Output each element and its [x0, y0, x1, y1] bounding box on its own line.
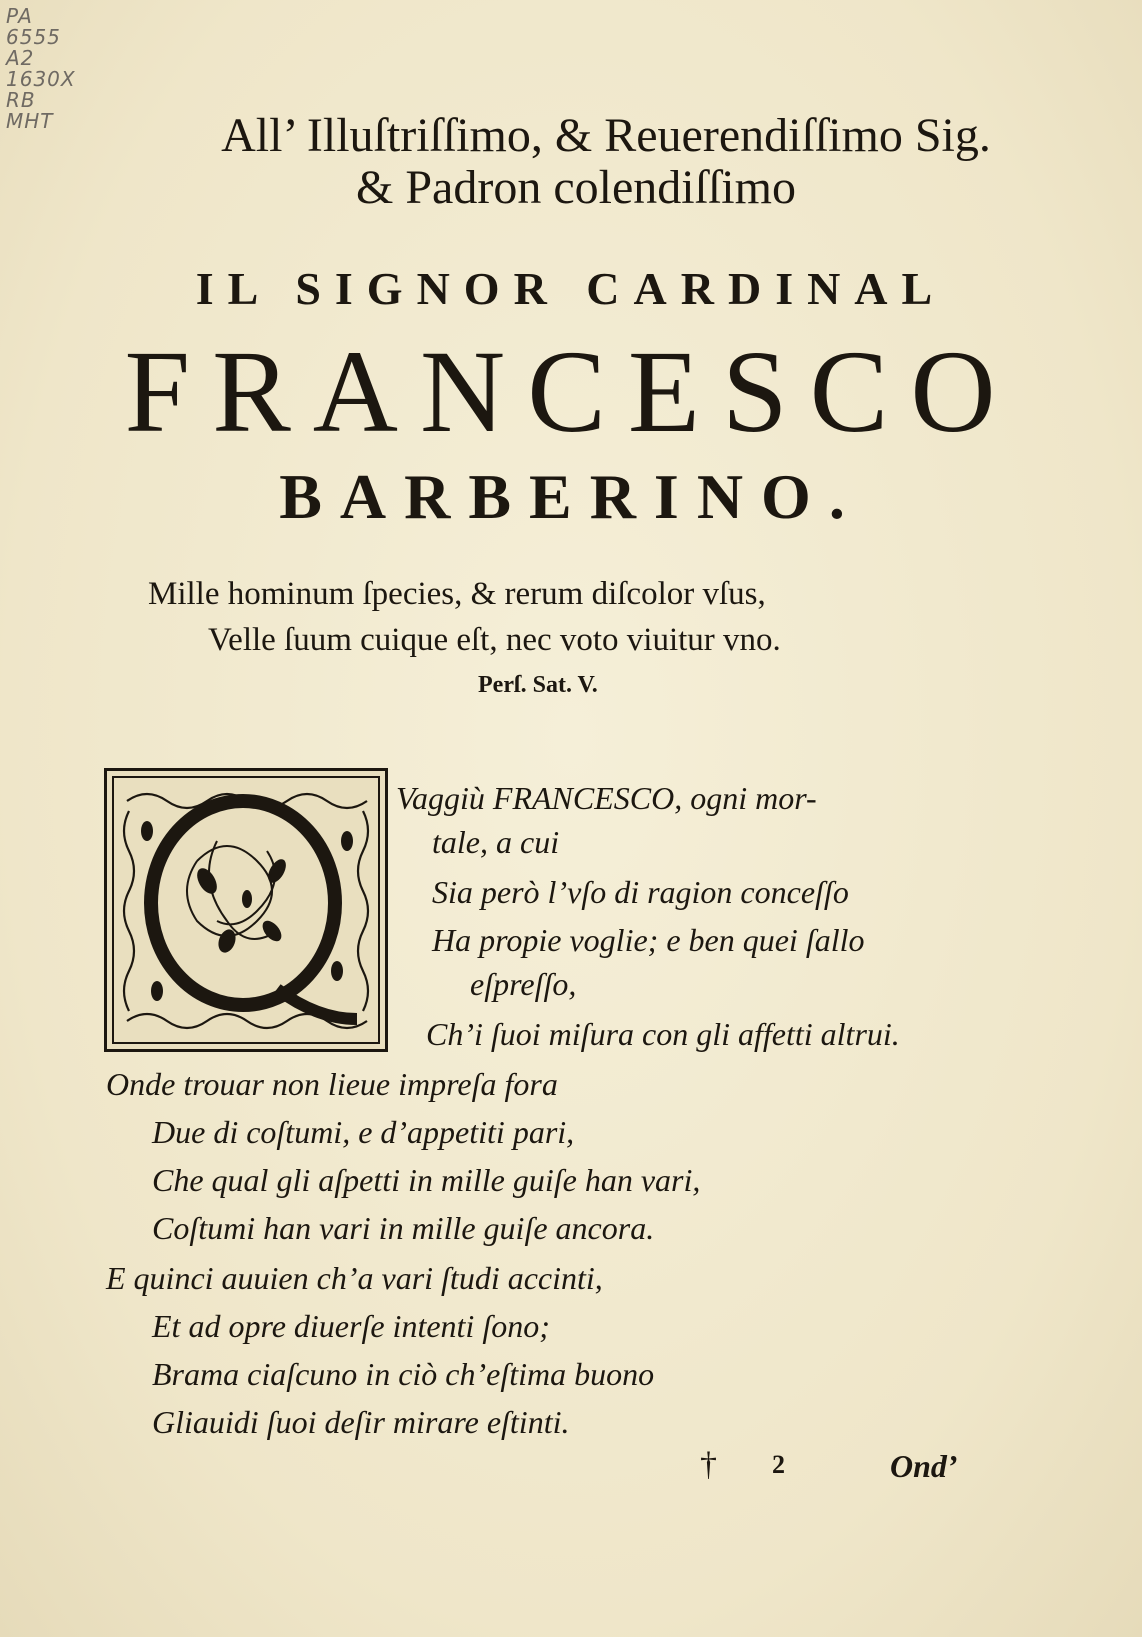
shelfmark-line: PA [6, 4, 33, 28]
shelfmark-line: A2 [6, 46, 35, 70]
title-prefix: IL SIGNOR CARDINAL [195, 263, 947, 314]
poem-line-4: Ha propie voglie; e ben quei ſallo [432, 922, 865, 958]
shelfmark-line: 1630X [6, 67, 76, 91]
poem-line-7: Onde trouar non lieue impreſa fora [106, 1066, 558, 1102]
poem-line-1: Vaggiù FRANCESCO, ogni mor- [396, 780, 817, 816]
poem-line-10: Coſtumi han vari in mille guiſe ancora. [152, 1210, 655, 1246]
poem-line-11: E quinci auuien ch’a vari ſtudi accinti, [106, 1260, 603, 1296]
poem-line-14: Gliauidi ſuoi deſir mirare eſtinti. [152, 1404, 570, 1440]
poem-line-8: Due di coſtumi, e d’appetiti pari, [152, 1114, 575, 1150]
shelfmark-line: MHT [6, 109, 54, 133]
epigraph-line-2: Velle ſuum cuique eſt, nec voto viuitur vno. [208, 622, 781, 658]
signature-mark: † [700, 1446, 717, 1483]
catchword: Ond’ [890, 1448, 958, 1484]
poem-line-3: Sia però l’vſo di ragion conceſſo [432, 874, 849, 910]
epigraph-source: Perſ. Sat. V. [478, 672, 598, 698]
shelfmark-line: 6555 [6, 25, 61, 49]
poem-line-13: Brama ciaſcuno in ciò ch’eſtima buono [152, 1356, 655, 1392]
decorated-initial [104, 768, 388, 1052]
floral-ornament-icon [107, 771, 385, 1049]
poem-line-12: Et ad opre diuerſe intenti ſono; [152, 1308, 550, 1344]
poem-line-2: tale, a cui [432, 824, 560, 860]
dedication-line-2: & Padron colendiſſimo [356, 161, 796, 214]
title-surname: BARBERINO. [279, 461, 863, 532]
epigraph-line-1: Mille hominum ſpecies, & rerum diſcolor vſus, [148, 576, 766, 612]
poem-line-9: Che qual gli aſpetti in mille guiſe han vari, [152, 1162, 701, 1198]
poem-line-5: eſpreſſo, [470, 966, 577, 1002]
dedication-heading [0, 110, 1142, 214]
poem-line-6: Ch’i ſuoi miſura con gli affetti altrui. [426, 1016, 900, 1052]
shelfmark-line: RB [6, 88, 36, 112]
title-name: FRANCESCO [124, 326, 1018, 457]
dedication-line-1: All’ Illuſtriſſimo, & Reuerendiſſimo Sig. [221, 109, 991, 162]
signature-number: 2 [772, 1450, 785, 1479]
